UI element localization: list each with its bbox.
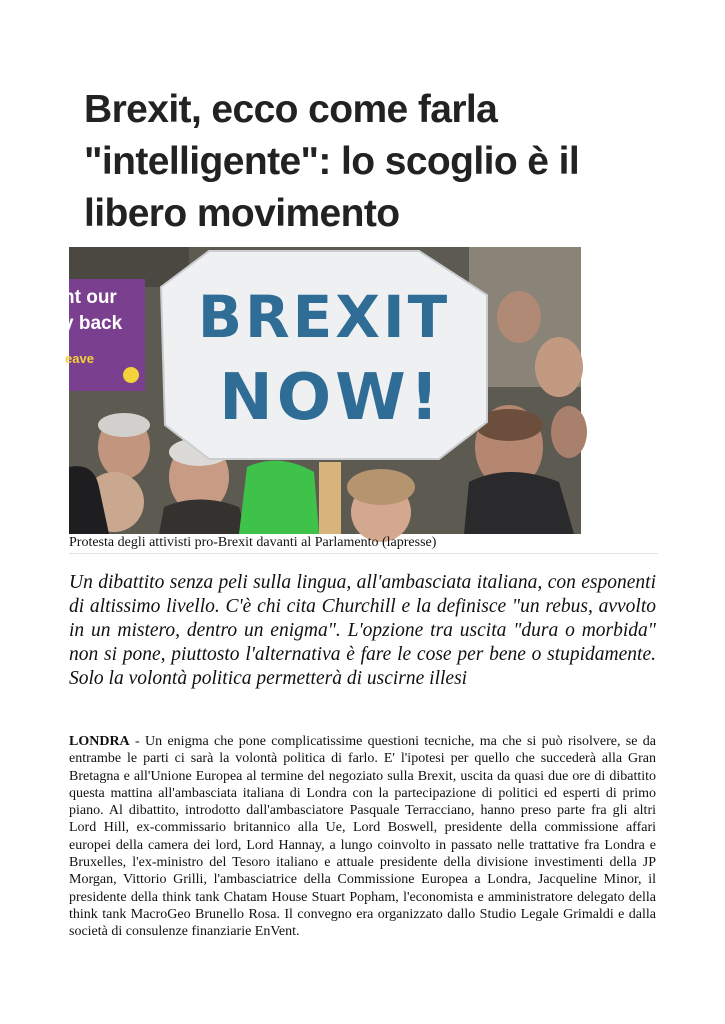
sign-text-now: NOW! — [219, 361, 443, 435]
banner-text-1: nt our — [63, 287, 117, 308]
banner-text-3: eave — [65, 351, 94, 366]
article-title: Brexit, ecco come farla "intelligente": lo scoglio è il libero movimento — [84, 88, 580, 235]
banner-text-2: y back — [63, 313, 123, 334]
dateline-separator: - — [129, 734, 146, 749]
body-text: Un enigma che pone complicatissime questioni tecniche, ma che si può risolvere, se da entrambe le parti ci sarà la volontà politica di farlo. E' l'ipotesi per quello che succederà alla Gran Bretagna e all'Unione Europea al termine del negoziato sulla Brexit, uscita da quasi due ore di dibattito questa mattina all'ambasciata italiana di Londra con la partecipazione di politici ed esperti di primo piano. Al dibattito, introdotto dall'ambasciatore Pasquale Terracciano, hanno preso parte fra gli altri Lord Hill, ex-commissario britannico alla Ue, Lord Boswell, presidente della commissione affari europei della camera dei lord, Lord Hannay, a lungo coinvolto in passato nelle trattative fra Londra e Bruxelles, l'ex-ministro del Tesoro italiano e attuale presidente della divisione investimenti della JP Morgan, Vittorio Grilli, l'ambasciatrice della Commissione Europea a Londra, Jacqueline Minor, il presidente della think tank Chatam House Stuart Popham, l'economista e amministratore delegato della think tank MacroGeo Brunello Rosa. Il convegno era organizzato dallo Studio Legale Grimaldi e dalla società di consulenze finanziarie EnVent. — [69, 734, 656, 940]
article-lead: Un dibattito senza peli sulla lingua, all'ambasciata italiana, con esponenti di altissimo livello. C'è chi cita Churchill e la definisce "un rebus, avvolto in un mistero, dentro un enigma". L'opzione tra uscita "dura o morbida" non si pone, piuttosto l'alternativa è fare le cose per bene o stupidamente. Solo la volontà politica permetterà di uscirne illesi — [69, 572, 656, 689]
article-photo — [63, 247, 581, 534]
caption-divider — [69, 553, 658, 554]
dateline: LONDRA — [69, 734, 130, 749]
article-body — [69, 733, 656, 941]
photo-caption: Protesta degli attivisti pro-Brexit davanti al Parlamento (lapresse) — [69, 535, 437, 550]
sign-text-brexit: BREXIT — [197, 283, 451, 351]
